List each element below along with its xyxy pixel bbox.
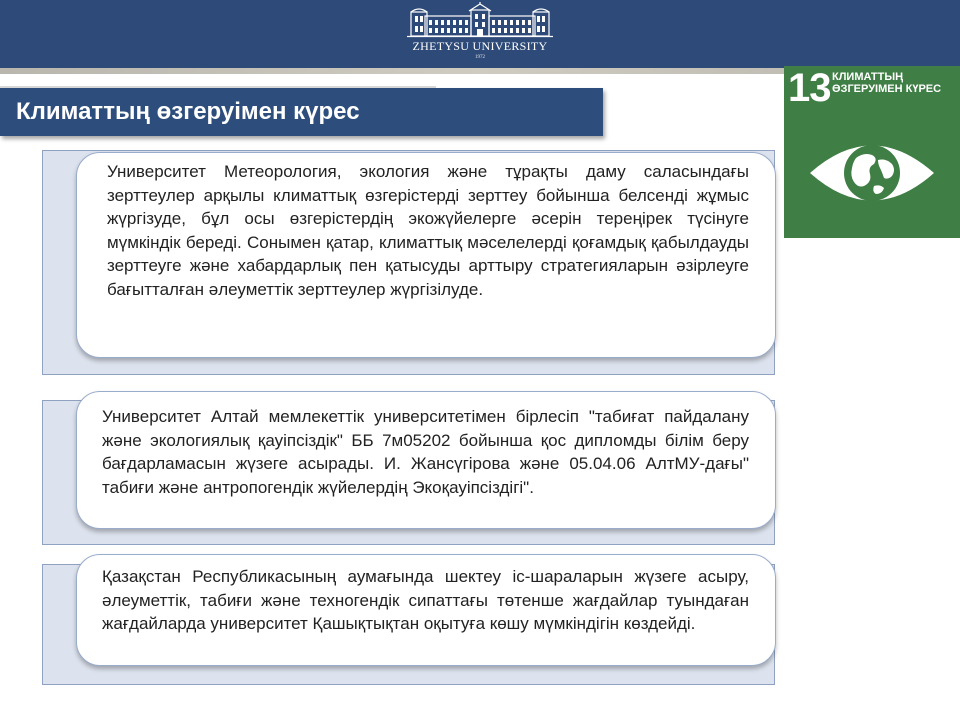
card-distance-learning	[76, 554, 776, 666]
sdg-title	[832, 71, 958, 95]
sdg-number: 13	[788, 66, 831, 110]
card-text: Университет Метеорология, экология және тұрақты даму саласындағы зерттеулер арқылы климаттық өзгерістерді зерттеу бойынша белсенді жұмыс жүргізуде, бұл осы өзгерістердің экожүйелерге әсерін тереңірек түсінуге мүмкіндік береді. Сонымен қатар, климаттық мәселелерді қоғамдық қабылдауды зерттеуге және хабардарлық пен қатысуды арттыру стратегияларын әзірлеуге бағытталған әлеуметтік зерттеулер жүргізілуде.	[107, 162, 749, 299]
card-text: Қазақстан Республикасының аумағында шектеу іс-шараларын жүзеге асыру, әлеуметтік, табиғи және техногендік сипаттағы төтенше жағдайлар туындаған жағдайларда университет Қашықтықтан оқытуға көшу мүмкіндігін көздейді.	[102, 567, 749, 633]
card-text: Университет Алтай мемлекеттік университетімен бірлесіп "табиғат пайдалану және экологиялық қауіпсіздік" ББ 7м05202 бойынша қос дипломды білім беру бағдарламасын жүзеге асырады. И. Жансүгірова және 05.04.06 АлтМУ-дағы" табиғи және антропогендік жүйелердің Экоқауіпсіздігі".	[102, 407, 749, 497]
university-building-icon	[405, 2, 555, 38]
title-bar	[0, 88, 603, 136]
sdg-title-line1: КЛИМАТТЫҢ	[832, 71, 904, 83]
card-double-degree	[76, 391, 776, 529]
page-title: Климаттың өзгеруімен күрес	[16, 98, 360, 125]
founded-year: 1972	[475, 55, 485, 60]
sdg-13-badge	[784, 66, 960, 238]
university-name: ZHETYSU UNIVERSITY	[412, 39, 548, 53]
sdg-title-line2: ӨЗГЕРУІМЕН КҮРЕС	[832, 83, 942, 95]
card-climate-research	[76, 152, 776, 358]
header-bar	[0, 0, 960, 68]
eye-globe-icon	[808, 136, 936, 210]
university-logo[interactable]	[400, 2, 560, 68]
